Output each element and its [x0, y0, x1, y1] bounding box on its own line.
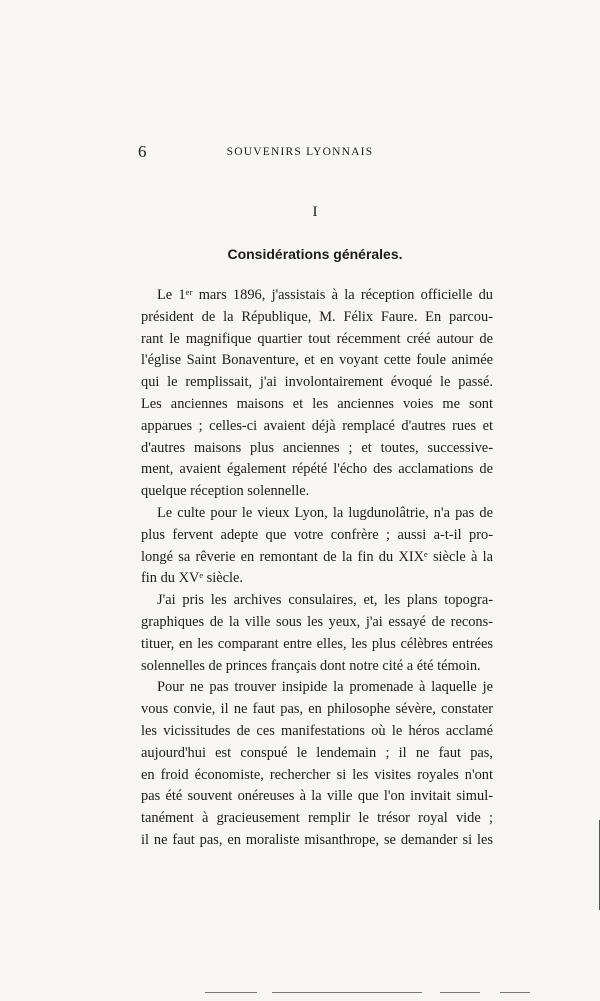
text-line: l'église Saint Bonaventure, et en voyant cette foule animée	[141, 352, 493, 369]
text-line: Le 1ᵉʳ mars 1896, j'assistais à la réception officielle du	[157, 287, 493, 303]
scan-artifact-rule	[440, 992, 480, 993]
scan-artifact-rule	[205, 992, 257, 993]
text-line: Le culte pour le vieux Lyon, la lugdunolâtrie, n'a pas de	[157, 504, 493, 521]
text-line: pas été souvent onéreuses à la ville que l'on invitait simul-	[141, 788, 493, 805]
text-line: quelque réception solennelle.	[141, 483, 310, 500]
text-line: J'ai pris les archives consulaires, et, les plans topogra-	[157, 592, 493, 609]
scan-artifact-rule	[272, 992, 422, 993]
text-line: qui le remplissait, j'ai involontairement évoqué le passé.	[141, 374, 493, 391]
text-line: tituer, en les comparant entre elles, les plus célèbres entrées	[141, 635, 493, 652]
text-line: d'autres maisons plus anciennes ; et toutes, successive-	[141, 439, 493, 456]
text-line: ment, avaient également répété l'écho des acclamations de	[141, 461, 493, 478]
text-line: plus fervent adepte que votre confrère ; aussi a-t-il pro-	[141, 526, 493, 543]
text-line: fin du XVᵉ siècle.	[141, 570, 243, 587]
section-title: Considérations générales.	[227, 246, 403, 262]
paragraph-4	[141, 677, 493, 851]
paragraph-2	[141, 503, 493, 590]
text-line: solennelles de princes français dont notre cité a été témoin.	[141, 657, 481, 674]
text-line: aujourd'hui est conspué le lendemain ; il ne faut pas,	[141, 744, 493, 761]
text-line: Pour ne pas trouver insipide la promenade à laquelle je	[157, 679, 493, 696]
text-line: rant le magnifique quartier tout récemment créé autour de	[141, 330, 493, 347]
text-line: graphiques de la ville sous les yeux, j'ai essayé de recons-	[141, 613, 493, 630]
chapter-number: I	[312, 204, 318, 220]
text-line: tanément à gracieusement remplir le trésor royal vide ;	[141, 810, 493, 827]
text-line: en froid économiste, rechercher si les visites royales n'ont	[141, 766, 493, 783]
body-text	[141, 285, 493, 852]
text-line: les vicissitudes de ces manifestations où le héros acclamé	[141, 722, 493, 739]
paragraph-3	[141, 590, 493, 677]
page-number: 6	[138, 142, 147, 161]
paragraph-1	[141, 285, 493, 503]
text-line: il ne faut pas, en moraliste misanthrope, se demander si les	[141, 831, 493, 848]
text-line: président de la République, M. Félix Faure. En parcou-	[141, 308, 493, 325]
scan-artifact-rule	[500, 992, 530, 993]
text-line: apparues ; celles-ci avaient déjà remplacé d'autres rues et	[141, 417, 493, 434]
running-title: SOUVENIRS LYONNAIS	[226, 146, 374, 158]
text-line: vous convie, il ne faut pas, en philosophe sévère, constater	[141, 701, 493, 718]
text-line: longé sa rêverie en remontant de la fin du XIXᵉ siècle à la	[141, 548, 493, 565]
text-line: Les anciennes maisons et les anciennes voies me sont	[141, 395, 493, 412]
